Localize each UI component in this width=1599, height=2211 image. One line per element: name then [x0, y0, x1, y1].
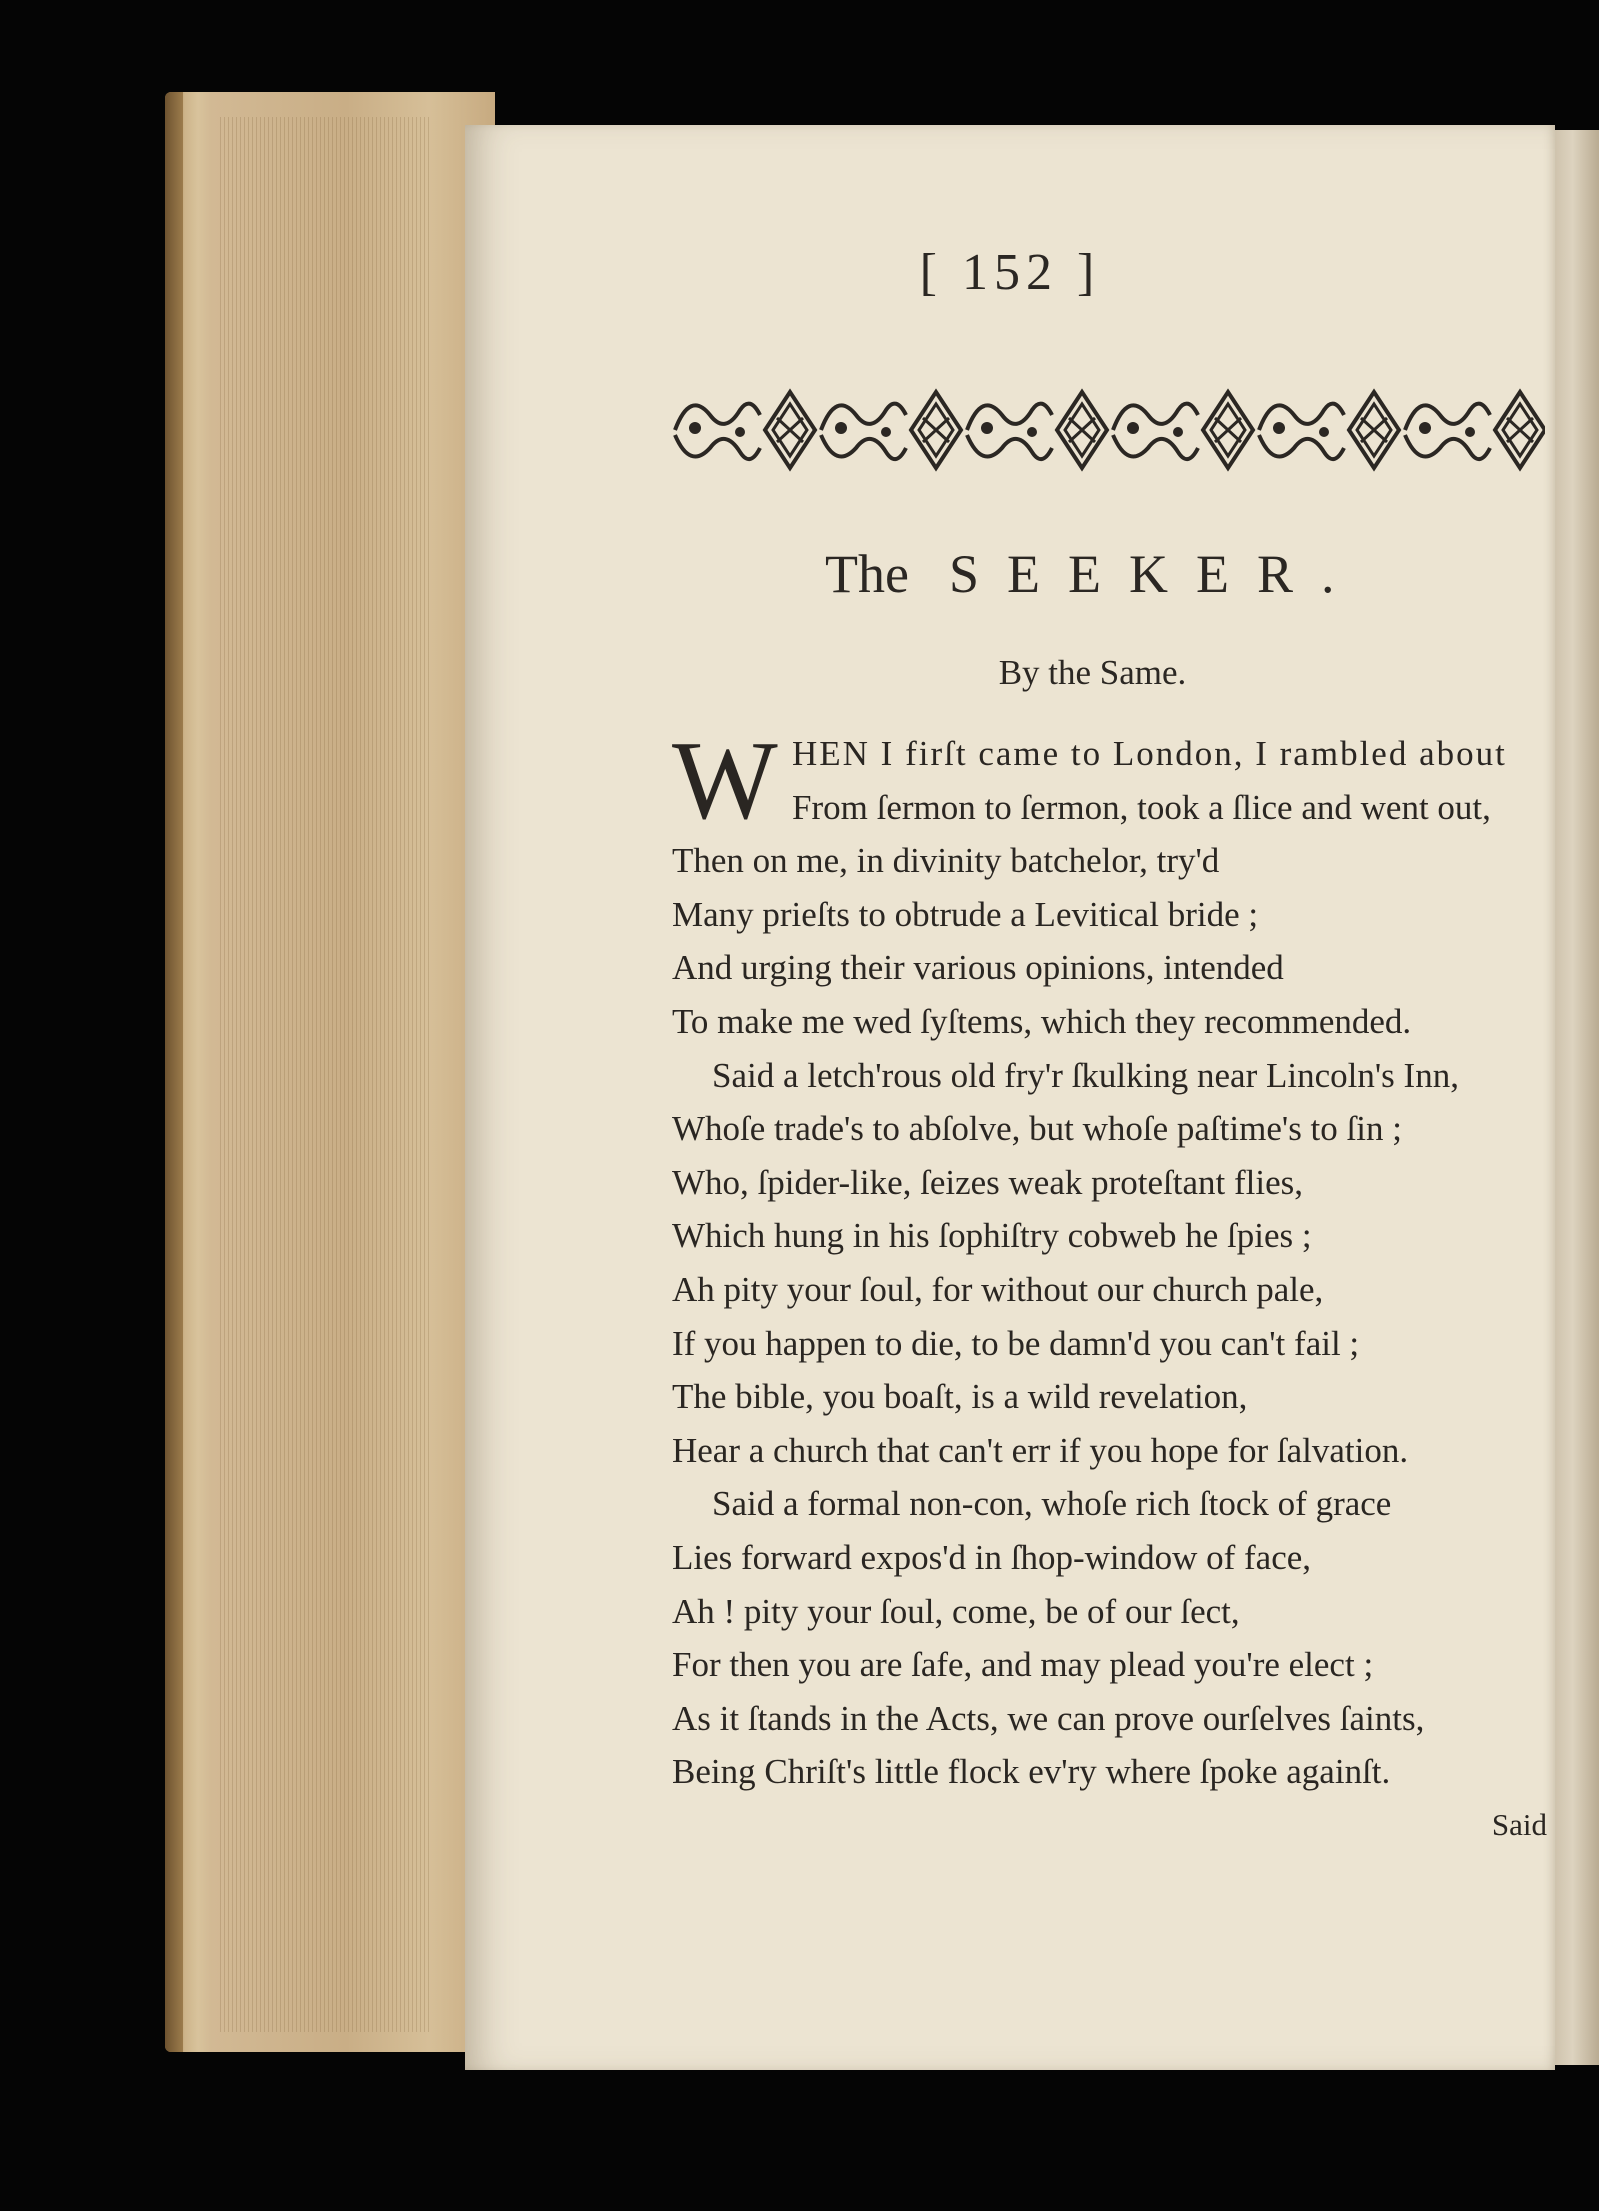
poem-line: Ah pity your ſoul, for without our church pale,: [672, 1269, 1324, 1309]
poem-line: Said a formal non-con, whoſe rich ſtock of grace: [712, 1484, 1392, 1524]
poem-line: The bible, you boaſt, is a wild revelation,: [672, 1377, 1248, 1417]
poem-line: Ah ! pity your ſoul, come, be of our ſect,: [672, 1591, 1240, 1631]
title-seeker: SEEKER.: [948, 544, 1363, 604]
poem-line: Whoſe trade's to abſolve, but whoſe paſtime's to ſin ;: [672, 1109, 1402, 1149]
poem-line: To make me wed ſyſtems, which they recommended.: [672, 1001, 1412, 1041]
facing-page-edge: [1555, 130, 1599, 2065]
poem-body: [672, 719, 1542, 1799]
poem-line: Many prieſts to obtrude a Levitical bride ;: [672, 894, 1259, 934]
catchword: Said: [1491, 1807, 1547, 1842]
drop-cap: W: [672, 719, 778, 843]
title-the: The: [825, 544, 909, 604]
book-page-edges: [165, 92, 495, 2052]
poem-line: Said a letch'rous old fry'r ſkulking near Lincoln's Inn,: [712, 1055, 1459, 1095]
byline: By the Same.: [998, 653, 1187, 692]
poem-line: Being Chriſt's little flock ev'ry where ſpoke againſt.: [672, 1752, 1391, 1792]
poem-line: Hear a church that can't err if you hope for ſalvation.: [672, 1430, 1409, 1470]
poem-line: HEN I firſt came to London, I rambled about: [792, 734, 1507, 773]
page-number: [ 152 ]: [919, 244, 1101, 301]
poem-line: Then on me, in divinity batchelor, try'd: [672, 841, 1220, 881]
decorative-ornament-band: [665, 380, 1545, 480]
poem-line: If you happen to die, to be damn'd you can't fail ;: [672, 1323, 1360, 1363]
poem-line: Lies forward expos'd in ſhop-window of face,: [672, 1537, 1312, 1577]
poem-line: Which hung in his ſophiſtry cobweb he ſpies ;: [672, 1216, 1312, 1256]
poem-title: [825, 543, 1362, 605]
book-page: [465, 125, 1555, 2070]
poem-line: Who, ſpider-like, ſeizes weak proteſtant flies,: [672, 1162, 1304, 1202]
poem-line: As it ſtands in the Acts, we can prove ourſelves ſaints,: [672, 1698, 1425, 1738]
poem-line: From ſermon to ſermon, took a ſlice and went out,: [792, 787, 1491, 827]
poem-line: And urging their various opinions, intended: [672, 948, 1284, 988]
poem-line: For then you are ſafe, and may plead you're elect ;: [672, 1645, 1374, 1685]
